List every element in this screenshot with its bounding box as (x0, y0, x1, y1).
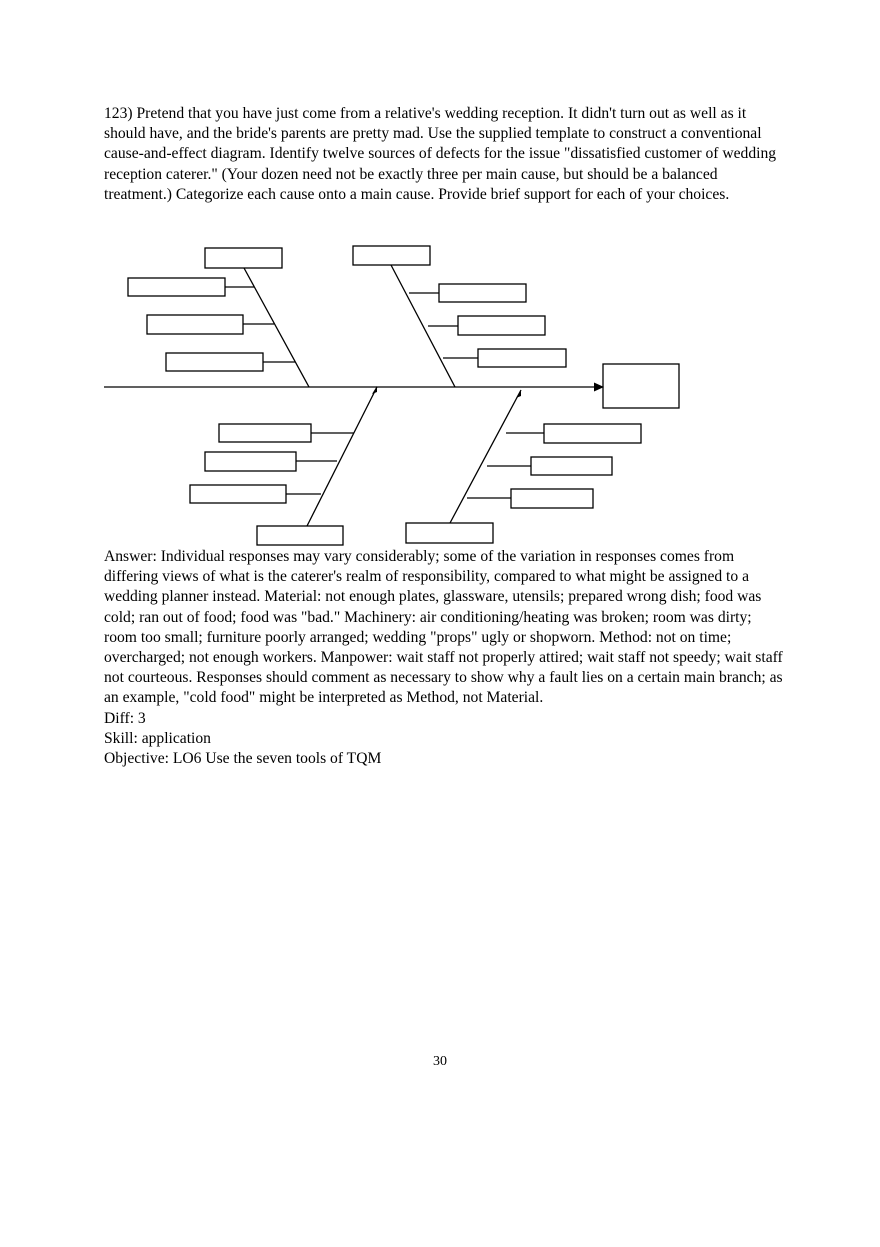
sub-cause-box (439, 284, 526, 302)
sub-cause-box (531, 457, 612, 475)
main-cause-box-lower-right (406, 523, 493, 543)
main-cause-box-upper-left (205, 248, 282, 268)
sub-cause-box (219, 424, 311, 442)
main-cause-box-upper-right (353, 246, 430, 265)
answer-text: Answer: Individual responses may vary considerably; some of the variation in responses comes from differing views of what is the caterer's realm of responsibility, compared to what might be assigned to a wedding planner instead. Material: not enough plates, glassware, utensils; prepared wrong dish; food was cold; ran out of food; food was "bad." Machinery: air conditioning/heating was broken; room was dirty; room too small; furniture poorly arranged; wedding "props" ugly or shopworn. Method: not on time; overcharged; not enough workers. Manpower: wait staff not properly attired; wait staff not speedy; wait staff not courteous. Responses should comment as necessary to show why a fault lies on a certain main branch; as an example, "cold food" might be interpreted as Method, not Material. (104, 548, 783, 707)
sub-cause-box (128, 278, 225, 296)
sub-cause-box (544, 424, 641, 443)
main-cause-box-lower-left (257, 526, 343, 545)
answer-block (104, 547, 784, 769)
main-branch-lower-left (307, 387, 377, 526)
sub-cause-box (166, 353, 263, 371)
main-branch-upper-left (244, 268, 309, 387)
sub-cause-box (511, 489, 593, 508)
difficulty: Diff: 3 (104, 709, 146, 727)
effect-box (603, 364, 679, 408)
sub-cause-box (205, 452, 296, 471)
sub-cause-box (478, 349, 566, 367)
page-number: 30 (433, 1054, 447, 1069)
sub-cause-box (190, 485, 286, 503)
question-text: 123) Pretend that you have just come from a relative's wedding reception. It didn't turn out as well as it should have, and the bride's parents are pretty mad. Use the supplied template to construct a conventional cause-and-effect diagram. Identify twelve sources of defects for the issue "dissatisfied customer of wedding reception caterer." (Your dozen need not be exactly three per main cause, but should be a balanced treatment.) Categorize each cause onto a main cause. Provide brief support for each of your choices. (104, 105, 777, 203)
skill: Skill: application (104, 729, 211, 747)
sub-cause-box (147, 315, 243, 334)
sub-cause-box (458, 316, 545, 335)
objective: Objective: LO6 Use the seven tools of TQM (104, 750, 382, 768)
